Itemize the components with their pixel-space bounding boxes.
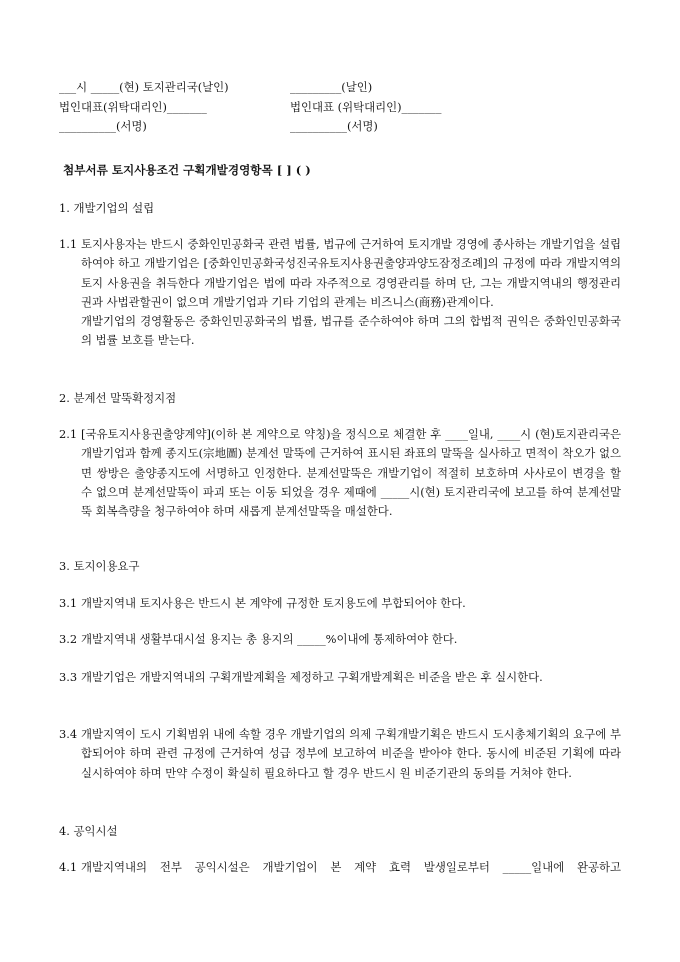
clause-number: 2.1 (59, 427, 78, 441)
clause-text: 개발지역내 생활부대시설 용지는 총 용지의 _____%이내에 통제하여야 한다. (81, 632, 458, 646)
signature-row2-right: 법인대표 (위탁대리인)_______ (290, 100, 442, 114)
clause-text: 개발지역내의 전부 공익시설은 개발기업이 본 계약 효력 발생일로부터 _____일내에 완공하고 (81, 860, 621, 874)
clause-number: 3.2 (59, 632, 78, 646)
clause-3-3 (59, 668, 621, 687)
clause-text: 개발기업은 개발지역내의 구획개발계획을 제정하고 구획개발계획은 비준을 받은 후 실시한다. (81, 670, 543, 684)
clause-text: 개발지역내 토지사용은 반드시 본 계약에 규정한 토지용도에 부합되어야 한다. (81, 596, 466, 610)
signature-row2-left: 법인대표(위탁대리인)_______ (59, 100, 207, 114)
clause-4-1 (59, 858, 621, 877)
section-heading: 1. 개발기업의 설립 (59, 201, 155, 215)
clause-text: 개발지역이 도시 기획범위 내에 속할 경우 개발기업의 의제 구획개발기획은 반드시 도시총체기획의 요구에 부합되어야 하며 관련 규정에 근거하여 성급 정부에 보고하여 비준을 받아야 한다. 동시에 비준된 기획에 따라 실시하여야 하며 만약 수정이 확실히 필요하다고 할 경우 반드시 원 비준기관의 동의를 거쳐야 한다. (81, 727, 621, 780)
clause-number: 3.1 (59, 596, 78, 610)
clause-text-continued: 개발기업의 경영활동은 중화인민공화국의 법률, 법규를 준수하여야 하며 그의 합법적 권익은 중화인민공화국의 법률 보호를 받는다. (81, 314, 621, 348)
clause-number: 3.4 (59, 727, 78, 741)
clause-number: 3.3 (59, 670, 78, 684)
clause-text: [국유토지사용권출양계약](이하 본 계약으로 약칭)을 정식으로 체결한 후 ____일내, ____시 (현)토지관리국은 개발기업과 함께 종지도(宗地圖) 분계선 말뚝에 근거하여 표시된 좌표의 말뚝을 실사하고 면적이 착오가 없으면 쌍방은 출양종지도에 서명하고 인정한다. 분계선말뚝은 개발기업이 적절히 보호하며 사사로이 변경을 할 수 없으며 분계선말뚝이 파괴 또는 이동 되었을 경우 제때에 _____시(현) 토지관리국에 보고를 하여 분계선말뚝 회복측량을 청구하여야 하며 새롭게 분계선말뚝을 매설한다. (81, 427, 621, 519)
signature-row3-left: __________(서명) (59, 119, 147, 133)
signature-row1-left: ___시 _____(현) 토지관리국(날인) (59, 80, 229, 94)
clause-3-2 (59, 630, 621, 649)
clause-number: 1.1 (59, 237, 78, 251)
clause-2-1 (59, 425, 621, 521)
clause-3-4 (59, 725, 621, 783)
signature-row3-right: __________(서명) (290, 119, 378, 133)
section-heading: 3. 토지이용요구 (59, 559, 140, 573)
clause-text: 토지사용자는 반드시 중화인민공화국 관련 법률, 법규에 근거하여 토지개발 경영에 종사하는 개발기업을 설립하여야 하고 개발기업은 [중화인민공화국성진국유토지사용권출양과양도잠정조례]의 규정에 따라 개발지역의 토지 사용권을 취득한다 개발기업은 법에 따라 자주적으로 경영관리를 하며 단, 그는 개발지역내의 행정관리권과 사법관할권이 없으며 개발기업과 기타 기업의 관계는 비즈니스(商務)관계이다. (81, 237, 621, 309)
section-heading: 2. 분계선 말뚝확정지점 (59, 391, 177, 405)
signature-row1-right: _________(날인) (290, 80, 373, 94)
clause-number: 4.1 (59, 860, 78, 874)
section-heading: 4. 공익시설 (59, 824, 118, 838)
clause-1-1 (59, 235, 621, 351)
clause-3-1 (59, 594, 621, 613)
document-title: 첨부서류 토지사용조건 구획개발경영항목 [ ] ( ) (63, 163, 311, 177)
